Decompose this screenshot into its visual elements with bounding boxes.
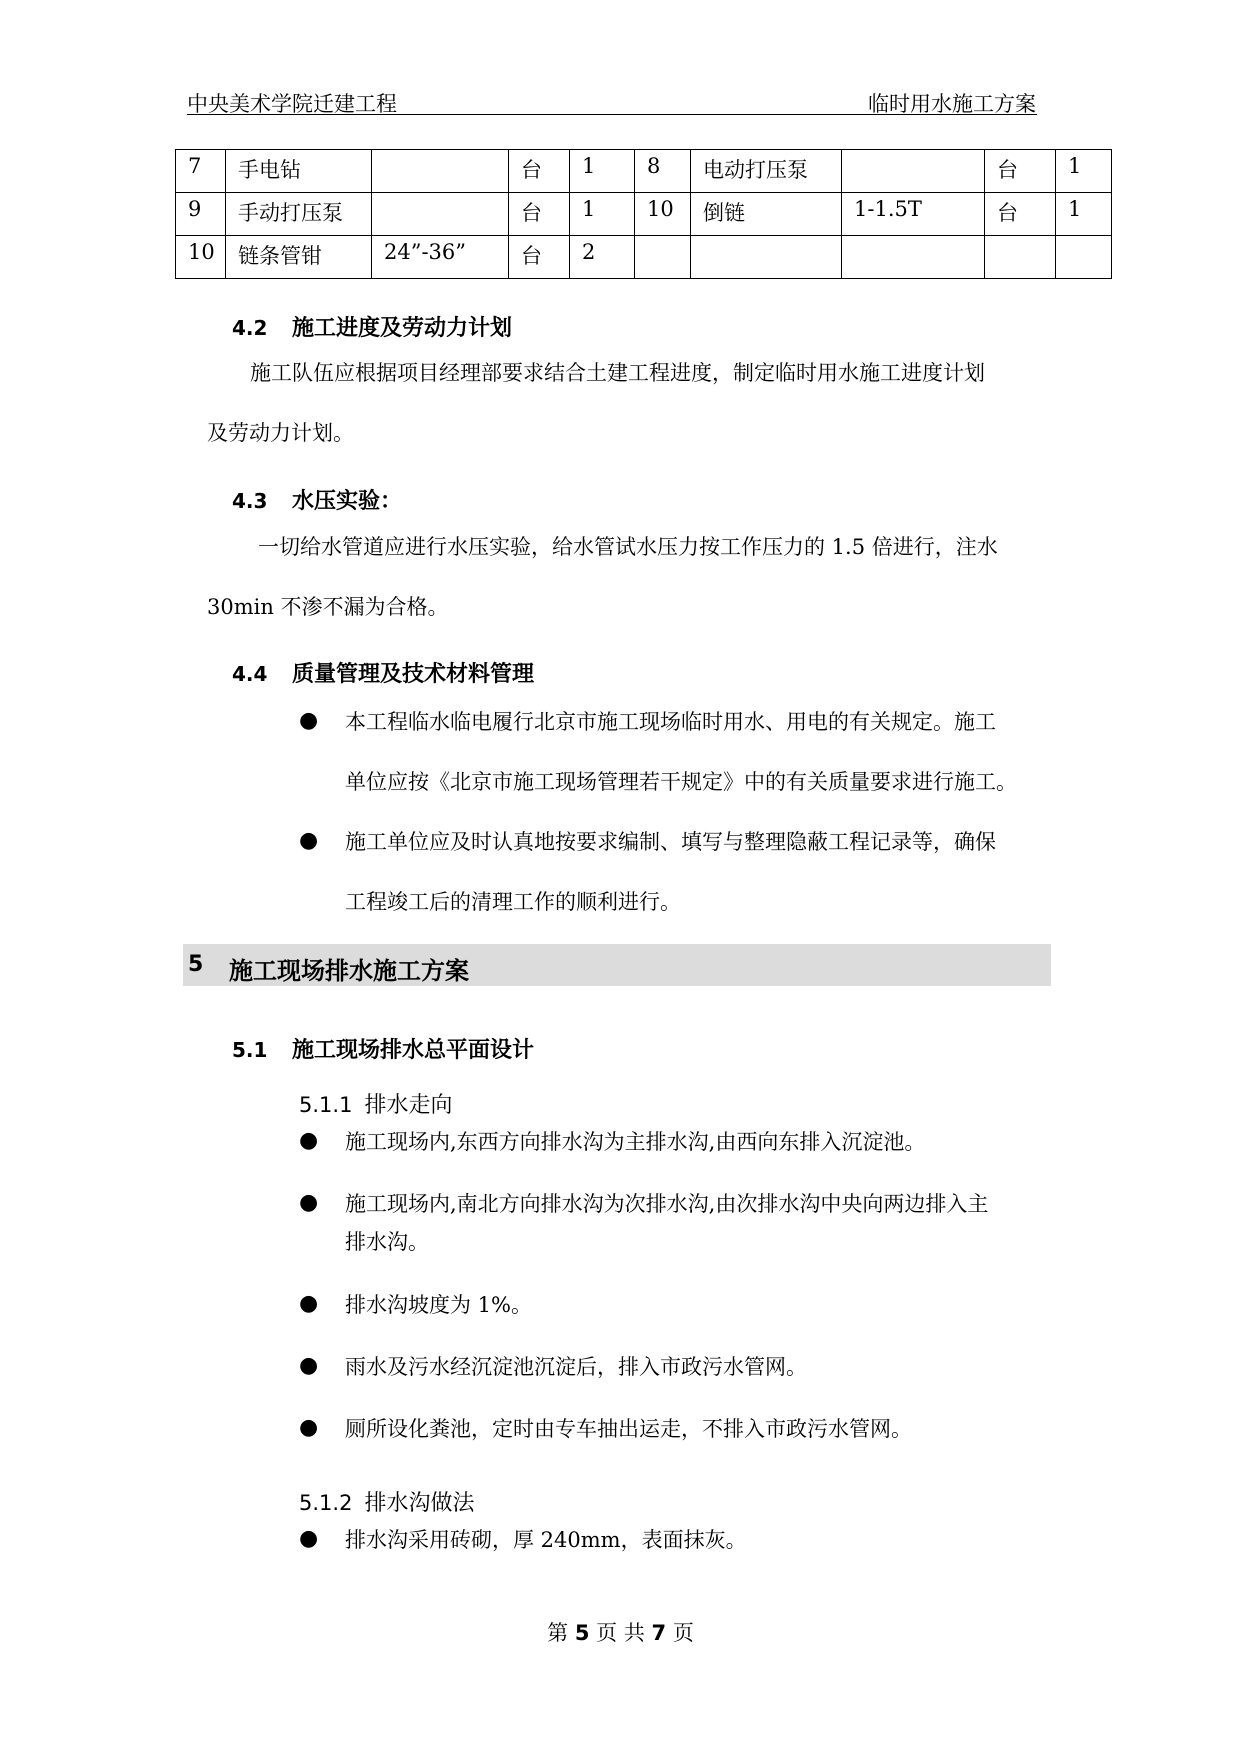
section-4-3-heading [232, 484, 402, 515]
section-number: 4.4 [232, 662, 268, 686]
table-cell [985, 236, 1056, 279]
section-title: 排水沟做法 [364, 1491, 475, 1516]
table-cell: 9 [176, 193, 226, 236]
table-cell: 1-1.5T [842, 193, 985, 236]
s511-bullet3: 排水沟坡度为 1%。 [345, 1293, 532, 1317]
bullet-icon: ● [299, 708, 319, 733]
equipment-table [175, 149, 1112, 279]
table-cell: 台 [985, 150, 1056, 193]
bullet-icon: ● [299, 1415, 319, 1440]
table-cell: 1 [570, 193, 635, 236]
s512-bullet1: 排水沟采用砖砌，厚 240mm，表面抹灰。 [345, 1528, 747, 1552]
section-number: 5.1.2 [299, 1491, 353, 1515]
section-4-4-heading [232, 657, 534, 688]
s511-bullet2-line2: 排水沟。 [345, 1230, 429, 1254]
section-4-3-para-line2: 30min 不渗不漏为合格。 [207, 595, 449, 619]
s44-bullet1-line2: 单位应按《北京市施工现场管理若干规定》中的有关质量要求进行施工。 [345, 770, 1017, 794]
table-cell: 台 [509, 236, 570, 279]
section-title: 排水走向 [364, 1093, 453, 1118]
section-4-2-para-line1: 施工队伍应根据项目经理部要求结合土建工程进度，制定临时用水施工进度计划 [250, 361, 985, 385]
s511-bullet1: 施工现场内,东西方向排水沟为主排水沟,由西向东排入沉淀池。 [345, 1130, 926, 1154]
table-cell: 8 [635, 150, 691, 193]
table-row [176, 193, 1112, 236]
table-cell: 台 [509, 193, 570, 236]
section-number: 4.3 [232, 489, 268, 513]
table-cell [372, 193, 509, 236]
section-number: 5.1.1 [299, 1093, 353, 1117]
footer-mid: 页 共 [596, 1621, 645, 1645]
table-row [176, 236, 1112, 279]
page-number: 5 [574, 1621, 590, 1645]
table-cell: 1 [570, 150, 635, 193]
section-title: 施工进度及劳动力计划 [292, 315, 513, 341]
s44-bullet1-line1: 本工程临水临电履行北京市施工现场临时用水、用电的有关规定。施工 [345, 710, 996, 734]
table-cell: 倒链 [691, 193, 842, 236]
table-row [176, 150, 1112, 193]
bullet-icon: ● [299, 1128, 319, 1153]
header-divider [187, 114, 1037, 115]
total-pages: 7 [651, 1621, 667, 1645]
section-5-heading-bar [183, 944, 1051, 986]
section-number: 5 [188, 952, 204, 977]
bullet-icon: ● [299, 828, 319, 853]
table-cell [1056, 236, 1112, 279]
s511-bullet2-line1: 施工现场内,南北方向排水沟为次排水沟,由次排水沟中央向两边排入主 [345, 1192, 989, 1216]
footer-post: 页 [672, 1621, 694, 1645]
bullet-icon: ● [299, 1353, 319, 1378]
s44-bullet2-line2: 工程竣工后的清理工作的顺利进行。 [345, 890, 681, 914]
bullet-icon: ● [299, 1526, 319, 1551]
table-cell: 台 [985, 193, 1056, 236]
section-4-2-heading [232, 311, 512, 342]
table-cell: 2 [570, 236, 635, 279]
header-left: 中央美术学院迁建工程 [187, 92, 397, 116]
section-4-2-para-line2: 及劳动力计划。 [207, 421, 354, 445]
table-cell: 7 [176, 150, 226, 193]
section-title: 水压实验： [292, 488, 403, 514]
section-4-3-para-line1: 一切给水管道应进行水压实验，给水管试水压力按工作压力的 1.5 倍进行，注水 [258, 535, 998, 559]
section-number: 4.2 [232, 316, 268, 340]
s511-bullet4: 雨水及污水经沉淀池沉淀后，排入市政污水管网。 [345, 1355, 807, 1379]
table-cell [372, 150, 509, 193]
section-5-1-1-heading [299, 1088, 452, 1119]
table-cell: 1 [1056, 193, 1112, 236]
table-cell: 10 [635, 193, 691, 236]
table-cell: 24”-36” [372, 236, 509, 279]
table-cell: 手电钻 [226, 150, 372, 193]
table-cell [635, 236, 691, 279]
table-cell: 10 [176, 236, 226, 279]
footer-pre: 第 [547, 1621, 569, 1645]
page-footer [0, 1617, 1241, 1647]
section-number: 5.1 [232, 1038, 268, 1062]
section-title: 施工现场排水施工方案 [229, 956, 469, 985]
table-cell: 台 [509, 150, 570, 193]
bullet-icon: ● [299, 1190, 319, 1215]
s511-bullet5: 厕所设化粪池，定时由专车抽出运走，不排入市政污水管网。 [345, 1417, 912, 1441]
table-cell [842, 236, 985, 279]
table-cell [691, 236, 842, 279]
table-cell: 1 [1056, 150, 1112, 193]
section-title: 质量管理及技术材料管理 [292, 661, 535, 687]
section-title: 施工现场排水总平面设计 [292, 1037, 535, 1063]
table-cell [842, 150, 985, 193]
table-cell: 电动打压泵 [691, 150, 842, 193]
bullet-icon: ● [299, 1291, 319, 1316]
s44-bullet2-line1: 施工单位应及时认真地按要求编制、填写与整理隐蔽工程记录等，确保 [345, 830, 996, 854]
section-5-1-heading [232, 1033, 534, 1064]
section-5-1-2-heading [299, 1486, 474, 1517]
table-cell: 手动打压泵 [226, 193, 372, 236]
header-right: 临时用水施工方案 [868, 92, 1036, 116]
table-cell: 链条管钳 [226, 236, 372, 279]
